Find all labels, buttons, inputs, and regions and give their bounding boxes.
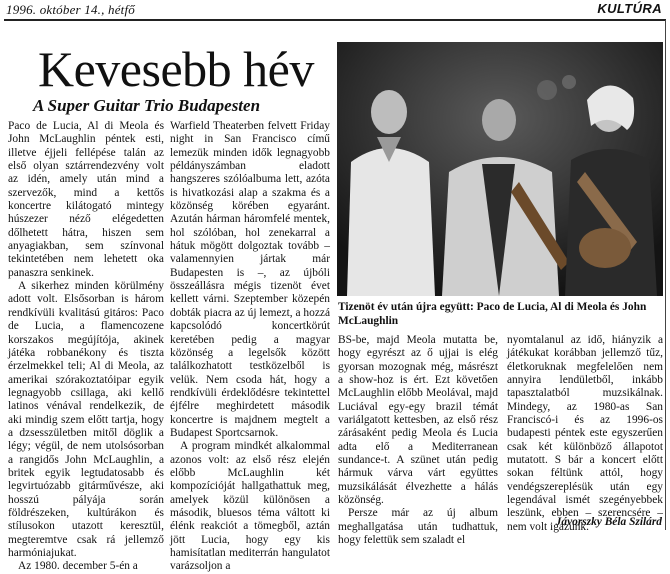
paragraph: Paco de Lucia, Al di Meola és John McLaughlin péntek esti, illetve éjjeli fellépése talán az első olyan sztárrendezvény volt az idén, amely után mind a szervezők, mind a kettős koncertre kilátogató mintegy húszezer néző elégedetten dőlhetett hátra, hiszen sem anyagiakban, sem színvonal tekintetében nem lehetett oka panaszra senkinek. bbox=[8, 120, 164, 279]
page-edge-rule bbox=[665, 20, 666, 530]
concert-photo bbox=[337, 42, 663, 296]
paragraph: A program mindkét alkalommal azonos volt: az első rész elején előbb McLaughlin két kompozícióját hallgathattuk meg, amelyek közül különösen a második, bluesos téma váltott ki élénk reakciót a tömegből, aztán jött Lucia, hogy egy kis hamisítatlan mediterrán hangulatot varázsoljon a bbox=[170, 440, 330, 573]
paragraph: Az 1980. december 5-én a bbox=[18, 560, 138, 573]
article-column-3 bbox=[338, 334, 498, 548]
section-name: KULTÚRA bbox=[597, 1, 662, 16]
article-column-2 bbox=[170, 120, 330, 574]
paragraph: Warfield Theaterben felvett Friday night in San Francisco című lemezük minden idők legnagyobb példányszámban eladott hangszeres szólóalbuma lett, azóta is hivatkozási alap a szakma és a közönség körében egyaránt. Azután hárman háromfelé mentek, hol szólóban, hol zenekarral a hátuk mögött dolgoztak tovább – valamennyien jártak már Budapesten is –, az újbóli összeállásra mégis tizenöt évet kellett várni. Szeptember közepén dobták piacra az új lemezt, a hozzá kapcsolódó koncertkörút keretében pedig a magyar közönség a legelsők között találkozhatott testközelből is velük. Nem csoda hát, hogy a rendkívüli érdeklődésre tekintettel éjfélre meghirdetett második koncertre is majdnem megtelt a Budapest Sportcsarnok. bbox=[170, 120, 330, 439]
article-headline: Kevesebb hév bbox=[38, 41, 314, 97]
paragraph: BS-be, majd Meola mutatta be, hogy egyrészt az ő ujjai is elég gyorsan mozognak még, másrészt a show-hoz is ért. Ezt követően McLaughlin előbb Meolával, majd Luciával egy-egy brazil témát variálgatott kettesben, az első rész zárásaként pedig Meola és Lucia adta elő a Mediterranean sundance-t. A szünet után pedig hármuk várva várt együttes muzsikálását élvezhette a hálás közönség. bbox=[338, 334, 498, 507]
issue-date: 1996. október 14., hétfő bbox=[6, 2, 136, 17]
paragraph: A sikerhez minden körülmény adott volt. Elsősorban is három rendkívüli kvalitású gitáros: Paco de Lucia, a flamencozene korszakos megújítója, akinek játéka robbanékony és tiszta érzelmekkel teli; Al di Meola, az amerikai szórakoztatóipar egyik legnagyobb csillaga, aki kellő latinos vénával rendelkezik, de aki mindig szem előtt tartja, hogy a dzsesszületben mitől döglik a légy; végül, de nem utolsósorban a rangidős John McLaughlin, a britek egyik legtudatosabb és legvirtuózabb gitárművésze, aki hosszú pályája során földrészeken, kultúrákon és stílusokon utazott keresztül, megteremtve csak rá jellemző harmóniajukat. bbox=[8, 280, 164, 559]
photo-caption: Tizenöt év után újra együtt: Paco de Lucia, Al di Meola és John McLaughlin bbox=[338, 301, 647, 327]
article-subheadline: A Super Guitar Trio Budapesten bbox=[33, 96, 261, 115]
paragraph: Persze már az új album meghallgatása után tudhattuk, hogy felettük sem szaladt el bbox=[338, 507, 498, 547]
author-byline: Jávorszky Béla Szilárd bbox=[555, 516, 662, 528]
article-column-4 bbox=[507, 334, 663, 534]
header-rule bbox=[4, 19, 666, 21]
paragraph: nyomtalanul az idő, hiányzik a játékukat korábban jellemző tűz, életkoruknak megfelelően nem annyira lendületből, inkább tapasztalatból muzsikálnak. Mindegy, az 1980-as San Franciscó-i és az 1996-os budapesti péntek este egyszerűen csak két különböző állapotot mutatott. S bár a koncert előtt sokan féltünk attól, hogy vendégszereplésük után egy legendával ismét szegényebbek leszünk, ebben – szerencsére – nem volt igazunk. bbox=[507, 334, 663, 533]
article-column-1 bbox=[8, 120, 164, 574]
